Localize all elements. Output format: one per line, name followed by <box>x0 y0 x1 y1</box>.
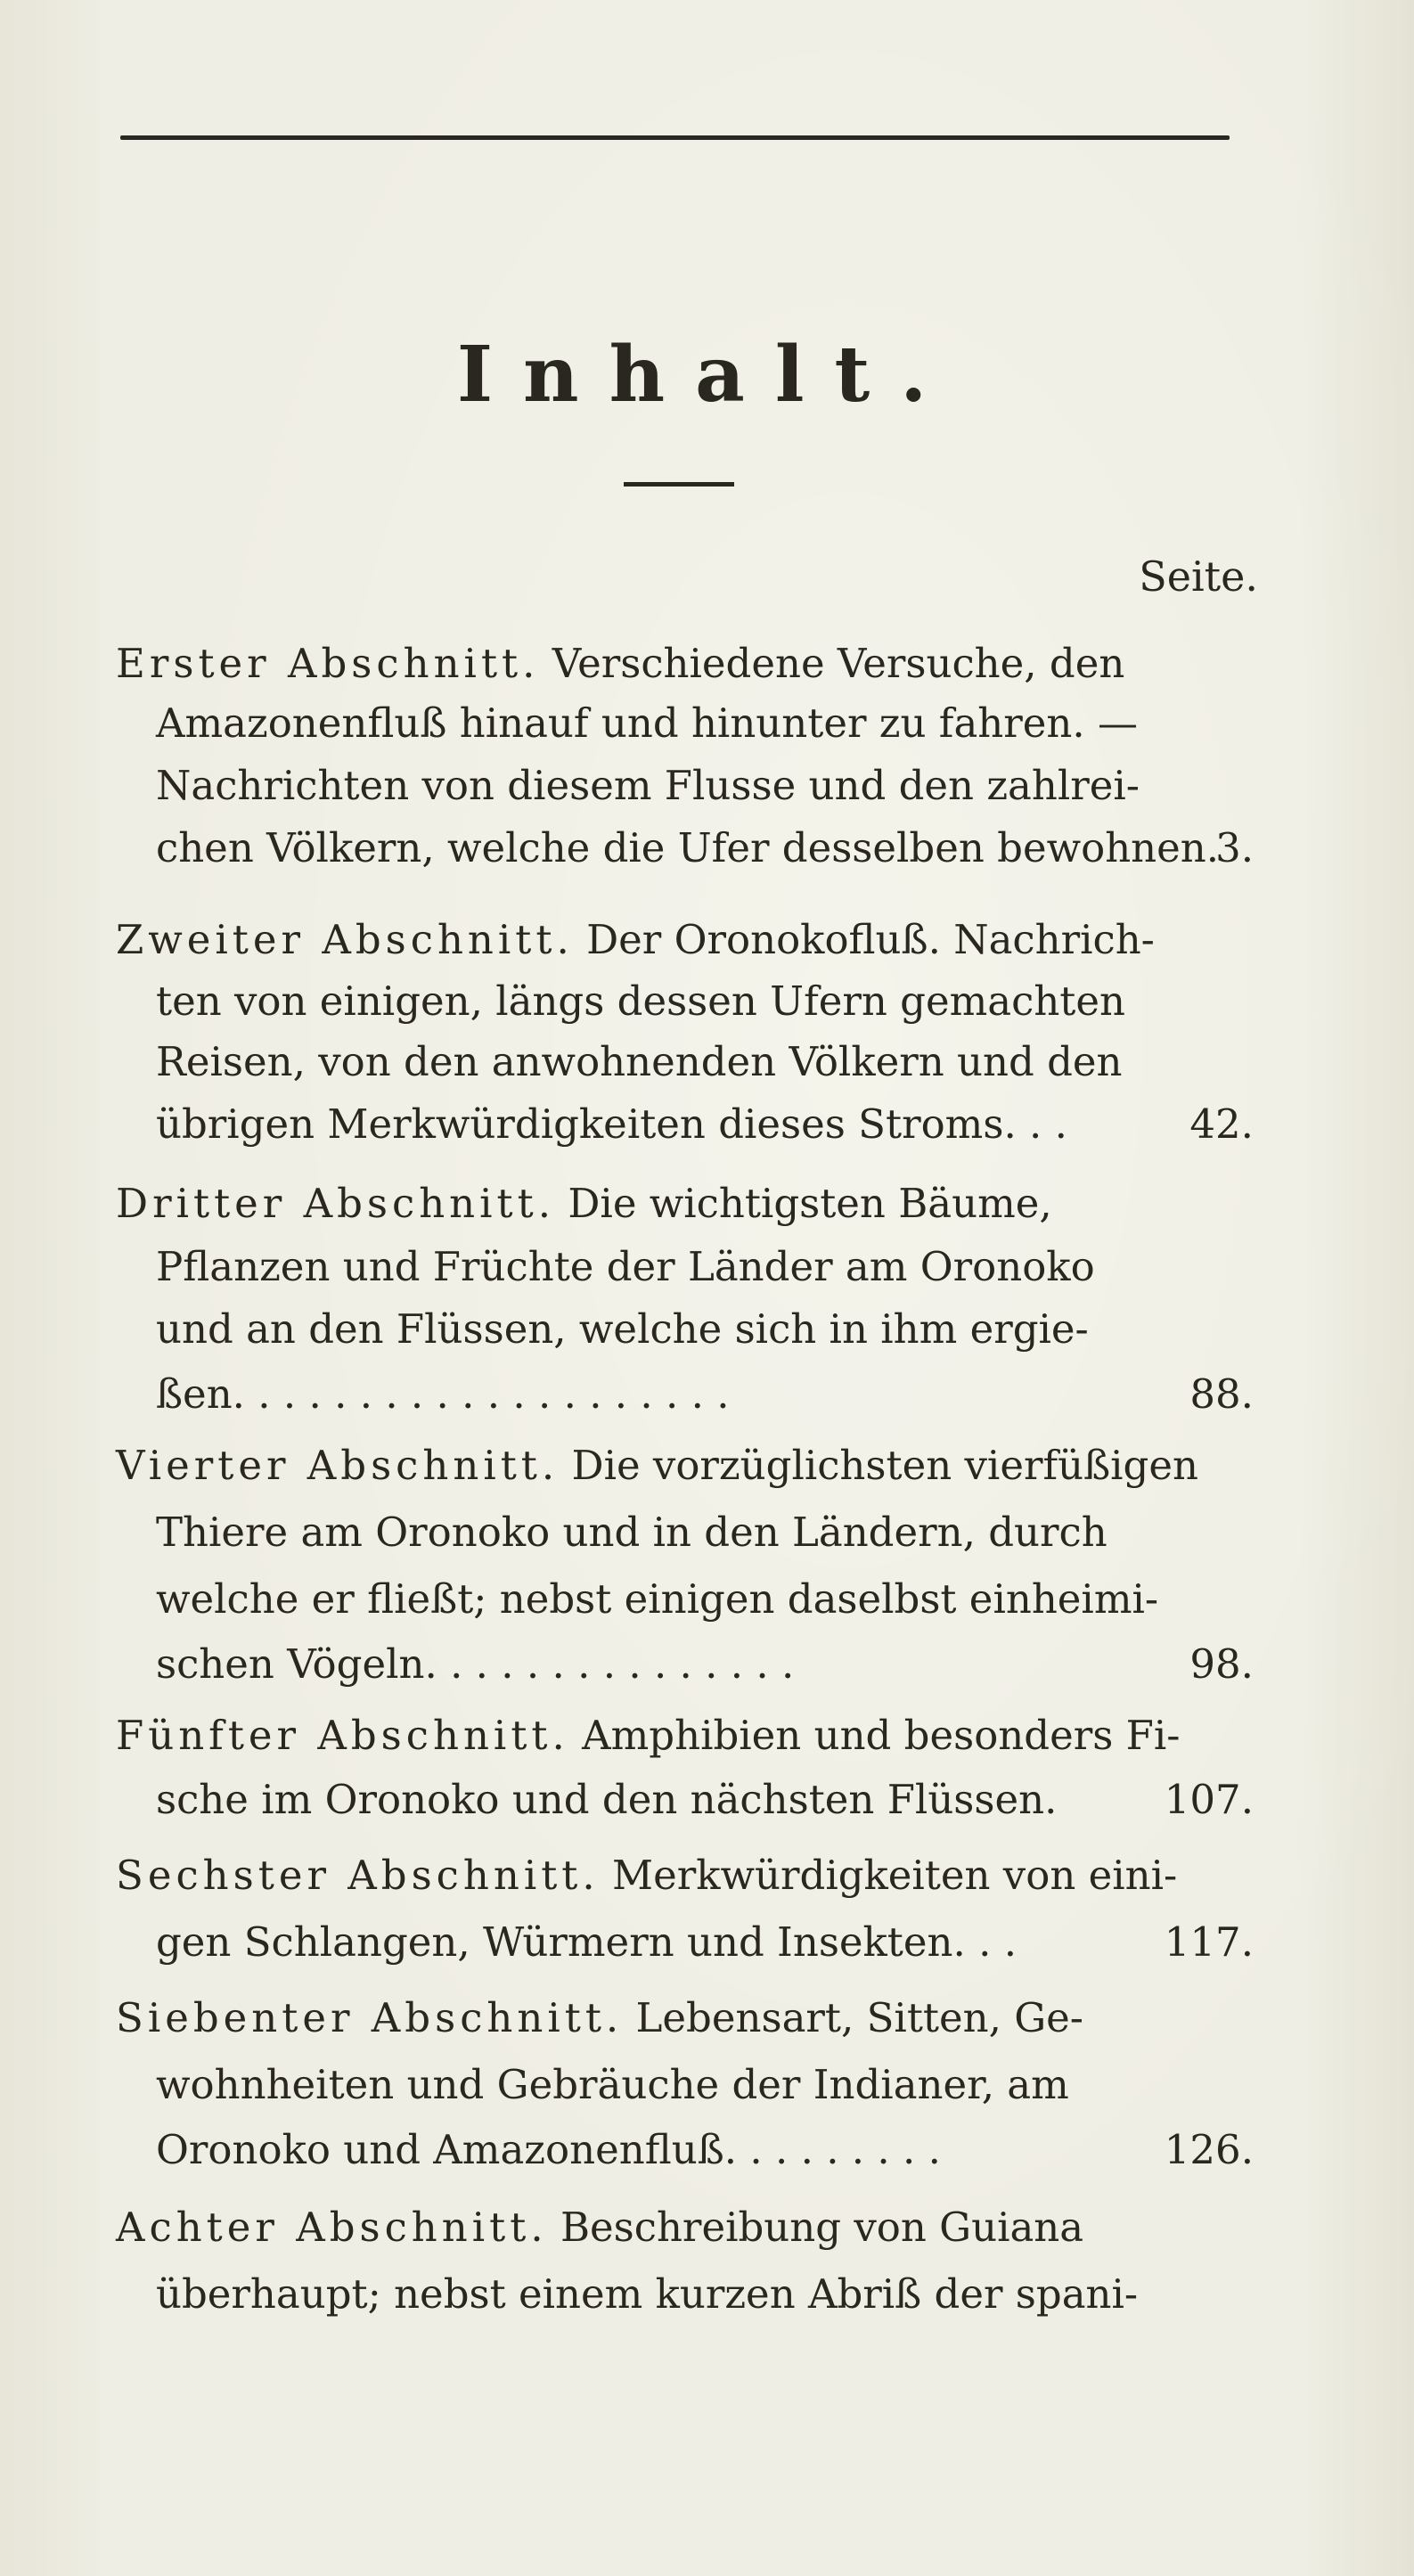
toc-entry-text: Amphibien und besonders Fi- <box>582 1712 1181 1759</box>
toc-entry-heading: Achter Abschnitt. <box>116 2204 548 2251</box>
toc-entry-text: Der Oronokofluß. Nachrich- <box>586 916 1155 963</box>
toc-entry-line: überhaupt; nebst einem kurzen Abriß der spani- <box>156 2270 1139 2318</box>
toc-entry-line <box>116 2201 1083 2254</box>
toc-entry-heading: Dritter Abschnitt. <box>116 1180 556 1227</box>
toc-page-number: 107. <box>1164 1776 1254 1823</box>
toc-page-number: 42. <box>1189 1100 1254 1148</box>
toc-entry-line: ten von einigen, längs dessen Ufern gemachten <box>156 977 1125 1025</box>
toc-entry-text: Lebensart, Sitten, Ge- <box>635 1994 1083 2041</box>
toc-entry-heading: Fünfter Abschnitt. <box>116 1712 569 1759</box>
toc-entry-line: Nachrichten von diesem Flusse und den zahlrei- <box>156 762 1140 809</box>
toc-entry-line: übrigen Merkwürdigkeiten dieses Stroms. . . <box>156 1100 1067 1148</box>
toc-entry-line <box>116 1991 1083 2045</box>
toc-entry-text: Die wichtigsten Bäume, <box>568 1180 1052 1227</box>
page-title: Inhalt. <box>456 330 958 420</box>
toc-entry-heading: Vierter Abschnitt. <box>116 1442 560 1489</box>
toc-entry-line: Amazonenfluß hinauf und hinunter zu fahren. — <box>156 699 1138 747</box>
toc-entry-line <box>116 1849 1177 1902</box>
toc-entry-line: gen Schlangen, Würmern und Insekten. . . <box>156 1918 1018 1966</box>
toc-entry-line: Reisen, von den anwohnenden Völkern und den <box>156 1038 1123 1085</box>
toc-entry-line: Oronoko und Amazonenfluß. . . . . . . . . <box>156 2126 941 2173</box>
toc-page-number: 3. <box>1215 824 1254 871</box>
toc-entry-text: Beschreibung von Guiana <box>560 2204 1084 2251</box>
toc-entry-heading: Erster Abschnitt. <box>116 640 540 687</box>
toc-entry-heading: Siebenter Abschnitt. <box>116 1994 624 2041</box>
toc-entry-line: chen Völkern, welche die Ufer desselben bewohnen. <box>156 824 1220 871</box>
toc-entry-text: Die vorzüglichsten vierfüßigen <box>571 1442 1198 1489</box>
page-column-label: Seite. <box>1139 552 1258 601</box>
toc-entry-line: sche im Oronoko und den nächsten Flüssen. <box>156 1776 1058 1823</box>
toc-entry-text: Verschiedene Versuche, den <box>552 640 1125 687</box>
toc-entry-line: ßen. . . . . . . . . . . . . . . . . . . . <box>156 1370 730 1418</box>
toc-entry-line <box>116 1709 1180 1762</box>
toc-entry-line: und an den Flüssen, welche sich in ihm ergie- <box>156 1305 1089 1353</box>
toc-entry-line <box>116 913 1155 967</box>
toc-entry-line <box>116 1439 1198 1492</box>
toc-entry-line: Pflanzen und Früchte der Länder am Oronoko <box>156 1243 1095 1290</box>
toc-entry-line <box>116 637 1124 691</box>
toc-entry-heading: Sechster Abschnitt. <box>116 1852 600 1899</box>
toc-page-number: 98. <box>1189 1640 1254 1688</box>
toc-entry-line: schen Vögeln. . . . . . . . . . . . . . . <box>156 1640 795 1688</box>
toc-page-number: 117. <box>1164 1918 1254 1966</box>
toc-entry-line: wohnheiten und Gebräuche der Indianer, am <box>156 2061 1069 2108</box>
toc-page-number: 126. <box>1164 2126 1254 2173</box>
toc-entry-text: Merkwürdigkeiten von eini- <box>612 1852 1178 1899</box>
toc-entry-line: Thiere am Oronoko und in den Ländern, durch <box>156 1509 1107 1556</box>
toc-entry-line: welche er fließt; nebst einigen daselbst einheimi- <box>156 1575 1159 1623</box>
toc-entry-line <box>116 1177 1052 1231</box>
toc-entry-heading: Zweiter Abschnitt. <box>116 916 574 963</box>
toc-page-number: 88. <box>1189 1370 1254 1418</box>
